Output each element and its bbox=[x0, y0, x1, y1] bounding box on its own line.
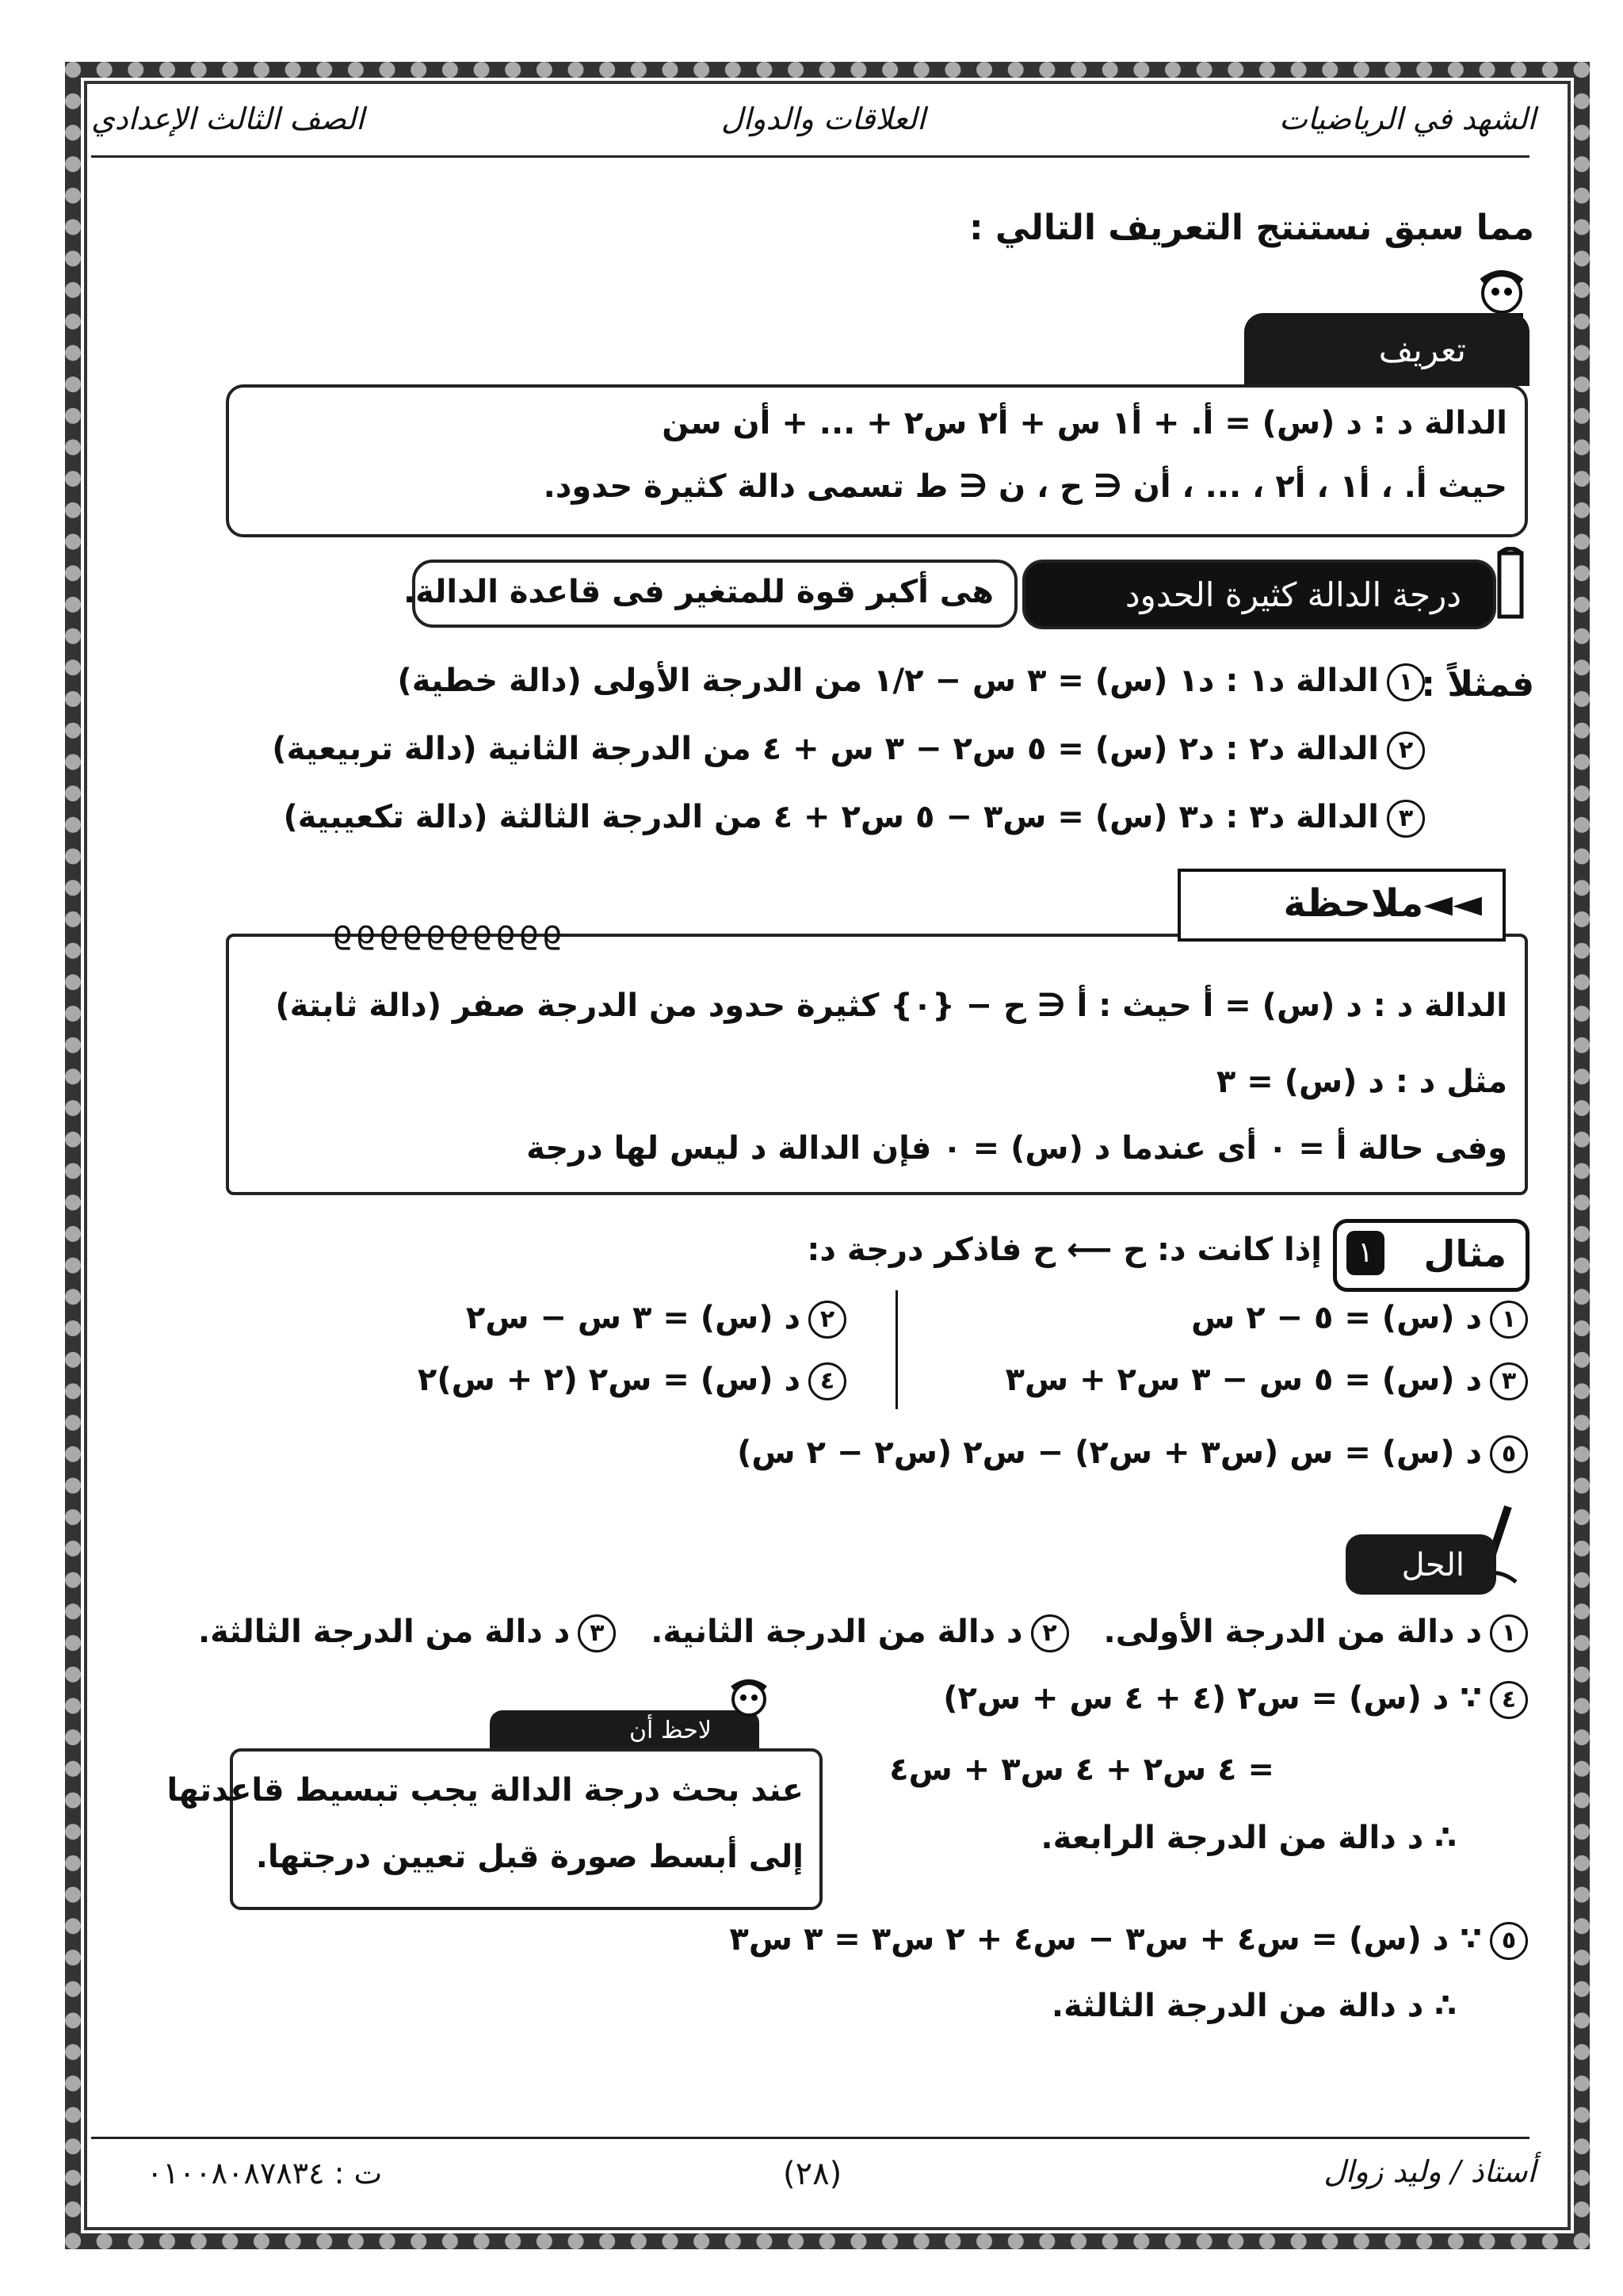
note-line-3: وفى حالة أ = ٠ أى عندما د (س) = ٠ فإن الدالة د ليس لها درجة bbox=[526, 1130, 1507, 1167]
example1-part-5: ٥د (س) = س (س٣ + س٢) − س٢ (س٢ − ٢ س) bbox=[737, 1435, 1528, 1473]
intro-text: مما سبق نستنتج التعريف التالي : bbox=[968, 208, 1534, 248]
definition-box bbox=[226, 384, 1528, 537]
header-grade: الصف الثالث الإعدادي bbox=[91, 101, 365, 136]
tip-box bbox=[166, 1748, 823, 1910]
example1-number: ١ bbox=[1346, 1231, 1384, 1275]
solution-line-5a: ٥∵ د (س) = س٤ + س٣ − س٤ + ٢ س٣ = ٣ س٣ bbox=[729, 1921, 1528, 1960]
examples-lead: فمثلاً : bbox=[1421, 664, 1534, 705]
footer-phone: ت : ٠١٠٠٨٠٨٧٨٣٤ bbox=[147, 2156, 383, 2191]
student-thinking-icon bbox=[723, 1679, 775, 1726]
footer-teacher: أستاذ / وليد زوال bbox=[1323, 2154, 1536, 2189]
note-title: ◄◄ملاحظة bbox=[1178, 869, 1506, 942]
note-line-1: الدالة د : د (س) = أ حيث : أ ∈ ح − {٠} كثيرة حدود من الدرجة صفر (دالة ثابتة) bbox=[275, 988, 1507, 1024]
example1-tab: مثال ١ bbox=[1333, 1219, 1529, 1292]
solution-line-4b: = ٤ س٢ + ٤ س٣ + س٤ bbox=[889, 1752, 1274, 1788]
solution-line-1: ١د دالة من الدرجة الأولى. ٢د دالة من الدرجة الثانية. ٣د دالة من الدرجة الثالثة. bbox=[198, 1614, 1528, 1652]
example1-part-3: ٣د (س) = ٥ س − ٣ س٢ + س٣ bbox=[1006, 1362, 1528, 1400]
example1-part-1: ١د (س) = ٥ − ٢ س bbox=[1191, 1300, 1528, 1339]
example1-question: إذا كانت د: ح ⟵ ح فاذكر درجة د: bbox=[807, 1232, 1322, 1268]
header-divider bbox=[91, 155, 1529, 158]
definition-condition: حيث أ. ، أ١ ، أ٢ ، ... ، أن ∈ ح ، ن ∈ ط تسمى دالة كثيرة حدود. bbox=[543, 468, 1507, 505]
example-item-3: ٣الدالة د٣ : د٣ (س) = س٣ − ٥ س٢ + ٤ من الدرجة الثالثة (دالة تكعيبية) bbox=[283, 799, 1425, 838]
scroll-icon bbox=[1495, 547, 1529, 623]
degree-definition: هى أكبر قوة للمتغير فى قاعدة الدالة. bbox=[412, 560, 1018, 628]
solution-line-5b: ∴ د دالة من الدرجة الثالثة. bbox=[1051, 1988, 1457, 2024]
tip-text-2: إلى أبسط صورة قبل تعيين درجتها. bbox=[255, 1839, 804, 1875]
example-item-2: ٢الدالة د٢ : د٢ (س) = ٥ س٢ − ٣ س + ٤ من الدرجة الثانية (دالة تربيعية) bbox=[272, 731, 1425, 770]
column-divider bbox=[896, 1290, 898, 1409]
header-chapter: العلاقات والدوال bbox=[721, 101, 926, 136]
note-box bbox=[226, 915, 1528, 1195]
solution-line-4c: ∴ د دالة من الدرجة الرابعة. bbox=[1041, 1820, 1457, 1856]
tip-text-1: عند بحث درجة الدالة يجب تبسيط قاعدتها bbox=[166, 1772, 804, 1809]
solution-tab: الحل bbox=[1346, 1534, 1496, 1595]
example1-part-4: ٤د (س) = س٢ (٢ + س)٢ bbox=[418, 1362, 846, 1400]
page-number: (٢٨) bbox=[783, 2156, 842, 2192]
example1-part-2: ٢د (س) = ٣ س − س٢ bbox=[466, 1300, 846, 1339]
definition-formula: الدالة د : د (س) = أ. + أ١ س + أ٢ س٢ + ... + أن سن bbox=[662, 405, 1507, 441]
header-book-title: الشهد في الرياضيات bbox=[1279, 101, 1536, 136]
note-line-2: مثل د : د (س) = ٣ bbox=[1216, 1064, 1507, 1100]
degree-label: درجة الدالة كثيرة الحدود bbox=[1022, 560, 1496, 629]
example-item-1: ١الدالة د١ : د١ (س) = ٣ س − ١/٢ من الدرجة الأولى (دالة خطية) bbox=[397, 663, 1425, 701]
definition-tab: تعريف bbox=[1244, 313, 1529, 386]
solution-line-4a: ٤∵ د (س) = س٢ (٤ + ٤ س + س٢) bbox=[943, 1680, 1528, 1719]
tip-tab: لاحظ أن bbox=[490, 1710, 759, 1752]
spiral-binding-icon: ϱϱϱϱϱϱϱϱϱϱ bbox=[332, 915, 565, 951]
footer-divider bbox=[91, 2137, 1529, 2139]
